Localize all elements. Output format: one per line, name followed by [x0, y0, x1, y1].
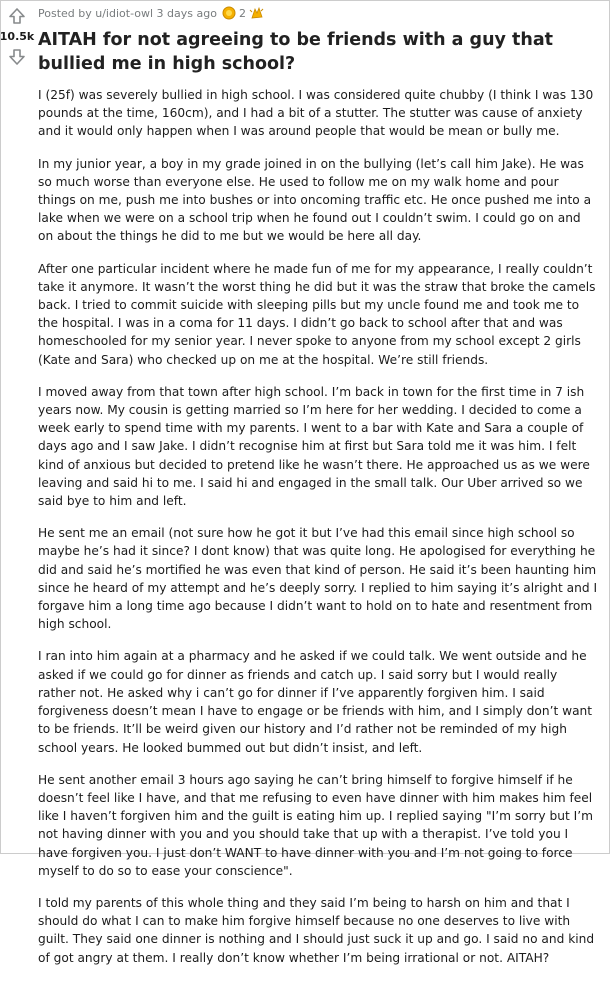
post-content [38, 4, 598, 981]
paragraph: He sent me an email (not sure how he got it but I’ve had this email since high school so maybe he’s had it since? I dont know) that was quite long. He apologised for everything he did and said he’s mortified he was even that kind of person. He said it’s been haunting him since he heard of my attempt and he’s deeply sorry. I replied to him saying it’s alright and I forgave him a long time ago because I didn’t want to hold on to hate and resentment from high school. [38, 526, 598, 632]
upvote-arrow-icon[interactable] [5, 4, 29, 28]
post-meta [38, 4, 598, 22]
posted-by-text[interactable]: Posted by u/idiot-owl 3 days ago [38, 6, 217, 20]
paragraph: I (25f) was severely bullied in high school. I was considered quite chubby (I think I was 130 pounds at the time, 160cm), and I had a bit of a stutter. The stutter was cause of anxiety and it would only happen when I was around people that would be mean or bully me. [38, 88, 594, 139]
gold-award-icon[interactable] [222, 6, 236, 20]
post-title[interactable]: AITAH for not agreeing to be friends with a guy that bullied me in high school? [38, 30, 554, 74]
paragraph: I ran into him again at a pharmacy and he asked if we could talk. We went outside and he asked if we could go for dinner as friends and catch up. I said sorry but I would really rather not. He asked why i can’t go for dinner if I’ve apparently forgiven him. I said forgiveness doesn’t mean I have to engage or be friends with him, and I simply don’t want to be friends. It’ll be weird given our history and I’d rather not be reminded of my high school years. He looked bummed out but didn’t insist, and left. [38, 649, 593, 755]
paragraph: He sent another email 3 hours ago saying he can’t bring himself to forgive himself if he doesn’t feel like I have, and that me refusing to even have dinner with him makes him feel like I haven’t forgiven him and the guilt is eating him up. I replied saying "I’m sorry but I’m not having dinner with you and you should take that up with a therapist. I’ve told you I have forgiven you. I just don’t WANT to have dinner with you and I’m not going to force myself to do so to ease your conscience". [38, 772, 593, 878]
paragraph: In my junior year, a boy in my grade joined in on the bullying (let’s call him Jake). He was so much worse than everyone else. He used to follow me on my walk home and pour things on me, push me into bushes or into oncoming traffic etc. He once pushed me into a lake when we were on a school trip when he found out I couldn’t swim. I could go on and on about the things he did to me but we would be here all day. [38, 156, 592, 244]
vote-count: 10.5k [0, 30, 35, 43]
paragraph: I moved away from that town after high school. I’m back in town for the first time in 7 ish years now. My cousin is getting married so I’m here for her wedding. I decided to come a week early to spend time with my parents. I went to a bar with Kate and Sara a couple of days ago and I saw Jake. I didn’t recognise him at first but Sara told me it was him. I felt kind of anxious but decided to pretend like he wasn’t there. He approached us as we were leaving and said hi to me. I said hi and engaged in the small talk. Our Uber arrived so we said bye to him and left. [38, 384, 590, 509]
vote-column [0, 0, 34, 69]
paragraph: After one particular incident where he made fun of me for my appearance, I really couldn’t take it anymore. It wasn’t the worst thing he did but it was the straw that broke the camels back. I tried to commit suicide with sleeping pills but my uncle found me and took me to the hospital. I was in a coma for 11 days. I didn’t go back to school after that and was homeschooled for my senior year. I never spoke to anyone from my school except 2 girls (Kate and Sara) who checked up on me at the hospital. We’re still friends. [38, 261, 596, 367]
award-count: 2 [238, 6, 246, 20]
clapping-award-icon[interactable] [249, 6, 265, 20]
paragraph: I told my parents of this whole thing and they said I’m being to harsh on him and that I should do what I can to make him forgive himself because no one deserves to live with guilt. They said one dinner is nothing and I should just suck it up and go. I said no and kind of got angry at them. I really don’t know whether I’m being irrational or not. AITAH? [38, 895, 595, 965]
downvote-arrow-icon[interactable] [5, 45, 29, 69]
post-body [38, 86, 598, 967]
